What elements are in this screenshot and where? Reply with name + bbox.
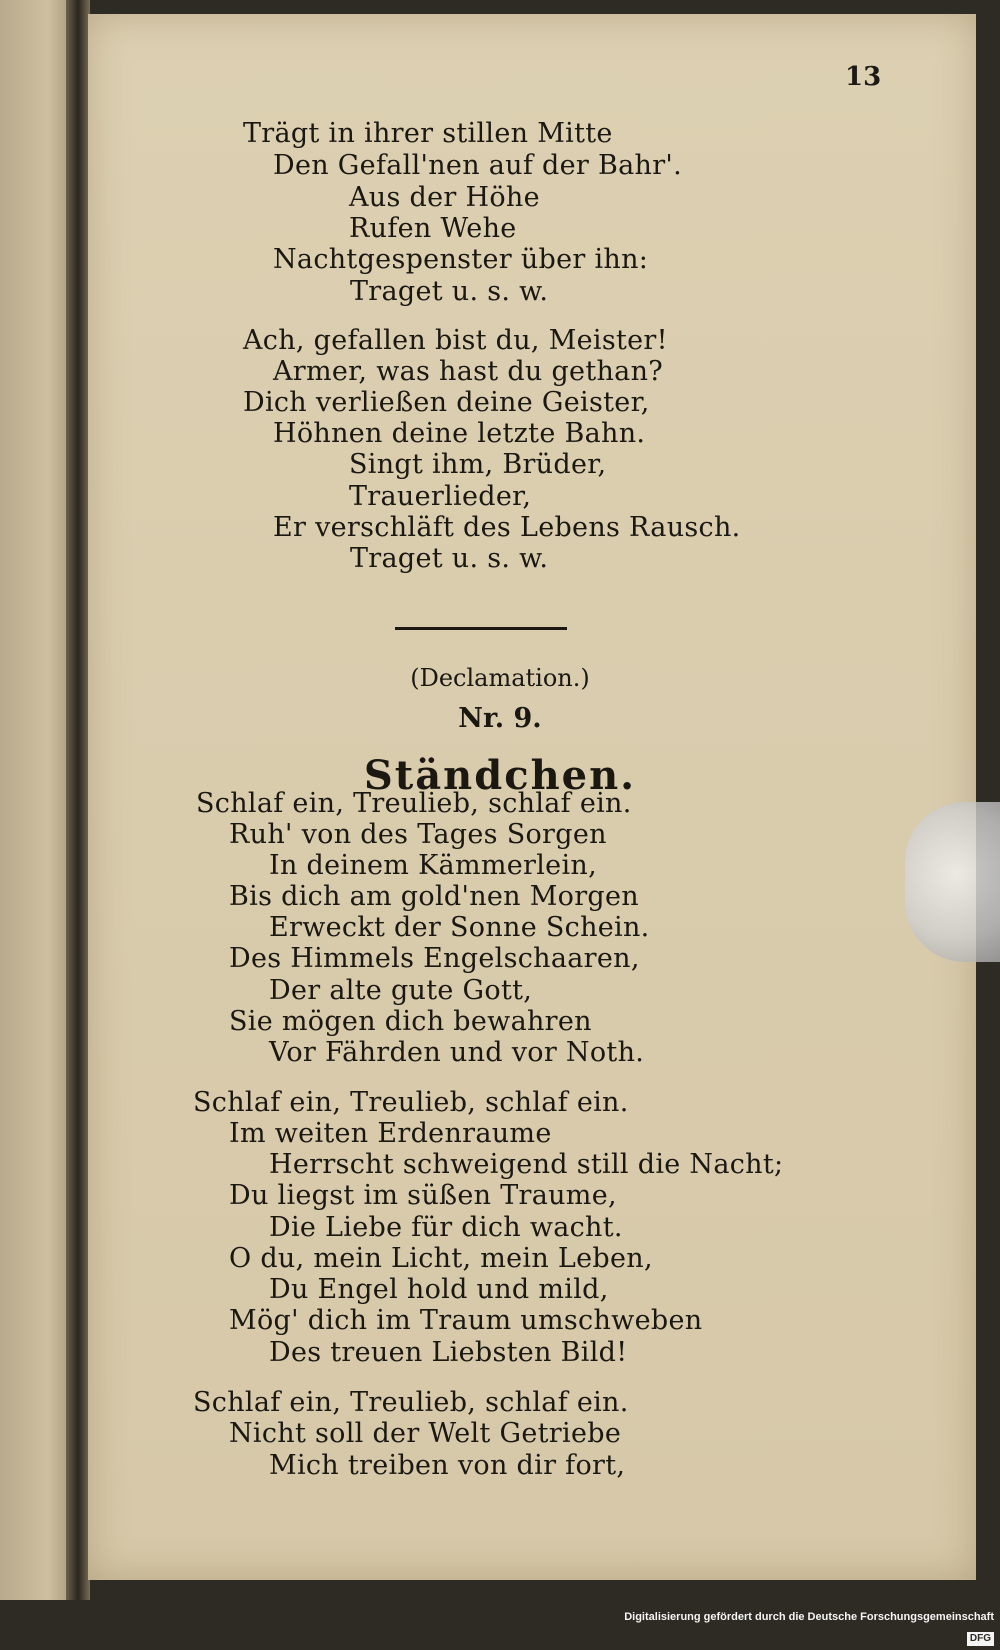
verse-line: Schlaf ein, Treulieb, schlaf ein. <box>193 1387 629 1418</box>
verse-line: Den Gefall'nen auf der Bahr'. <box>273 150 683 181</box>
page-number: 13 <box>845 62 882 92</box>
verse-line: Der alte gute Gott, <box>269 975 533 1006</box>
verse-line: Armer, was hast du gethan? <box>273 356 664 387</box>
verse-line: Bis dich am gold'nen Morgen <box>229 881 639 912</box>
verse-line: Trauerlieder, <box>349 481 532 512</box>
verse-line: Des treuen Liebsten Bild! <box>269 1337 628 1368</box>
verse-line: Du liegst im süßen Traume, <box>229 1180 617 1211</box>
verse-line: Mich treiben von dir fort, <box>269 1450 626 1481</box>
funding-footer <box>600 1606 1000 1645</box>
declamation-label: (Declamation.) <box>410 664 590 692</box>
scanner-clip <box>905 802 1000 962</box>
book-gutter <box>66 0 90 1600</box>
verse-line: O du, mein Licht, mein Leben, <box>229 1243 653 1274</box>
verse-line: Aus der Höhe <box>349 182 540 213</box>
verse-line: Ach, gefallen bist du, Meister! <box>243 325 668 356</box>
verse-line: Traget u. s. w. <box>350 276 549 307</box>
verse-line: Dich verließen deine Geister, <box>243 387 650 418</box>
verse-line: In deinem Kämmerlein, <box>269 850 597 881</box>
verse-line: Höhnen deine letzte Bahn. <box>273 418 646 449</box>
verse-line: Du Engel hold und mild, <box>269 1274 609 1305</box>
verse-line: Im weiten Erdenraume <box>229 1118 552 1149</box>
verse-line: Ruh' von des Tages Sorgen <box>229 819 607 850</box>
verse-line: Des Himmels Engelschaaren, <box>229 943 640 974</box>
verse-line: Die Liebe für dich wacht. <box>269 1212 623 1243</box>
verse-line: Nicht soll der Welt Getriebe <box>229 1418 622 1449</box>
verse-line: Trägt in ihrer stillen Mitte <box>243 118 613 149</box>
verse-line: Vor Fährden und vor Noth. <box>269 1037 645 1068</box>
verse-line: Sie mögen dich bewahren <box>229 1006 592 1037</box>
verse-line: Schlaf ein, Treulieb, schlaf ein. <box>196 788 632 819</box>
verse-line: Schlaf ein, Treulieb, schlaf ein. <box>193 1087 629 1118</box>
section-divider <box>395 627 567 630</box>
verse-line: Er verschläft des Lebens Rausch. <box>273 512 741 543</box>
verse-line: Erweckt der Sonne Schein. <box>269 912 650 943</box>
verse-line: Herrscht schweigend still die Nacht; <box>269 1149 784 1180</box>
dfg-logo: DFG <box>967 1632 994 1646</box>
verse-line: Rufen Wehe <box>349 213 517 244</box>
verse-line: Mög' dich im Traum umschweben <box>229 1305 703 1336</box>
footer-text: Digitalisierung gefördert durch die Deutsche Forschungsgemeinschaft <box>624 1611 994 1623</box>
verse-line: Nachtgespenster über ihn: <box>273 244 649 275</box>
verse-line: Singt ihm, Brüder, <box>349 449 607 480</box>
verse-line: Traget u. s. w. <box>350 543 549 574</box>
poem-number: Nr. 9. <box>458 703 542 734</box>
poem-title: Ständchen. <box>363 752 637 799</box>
